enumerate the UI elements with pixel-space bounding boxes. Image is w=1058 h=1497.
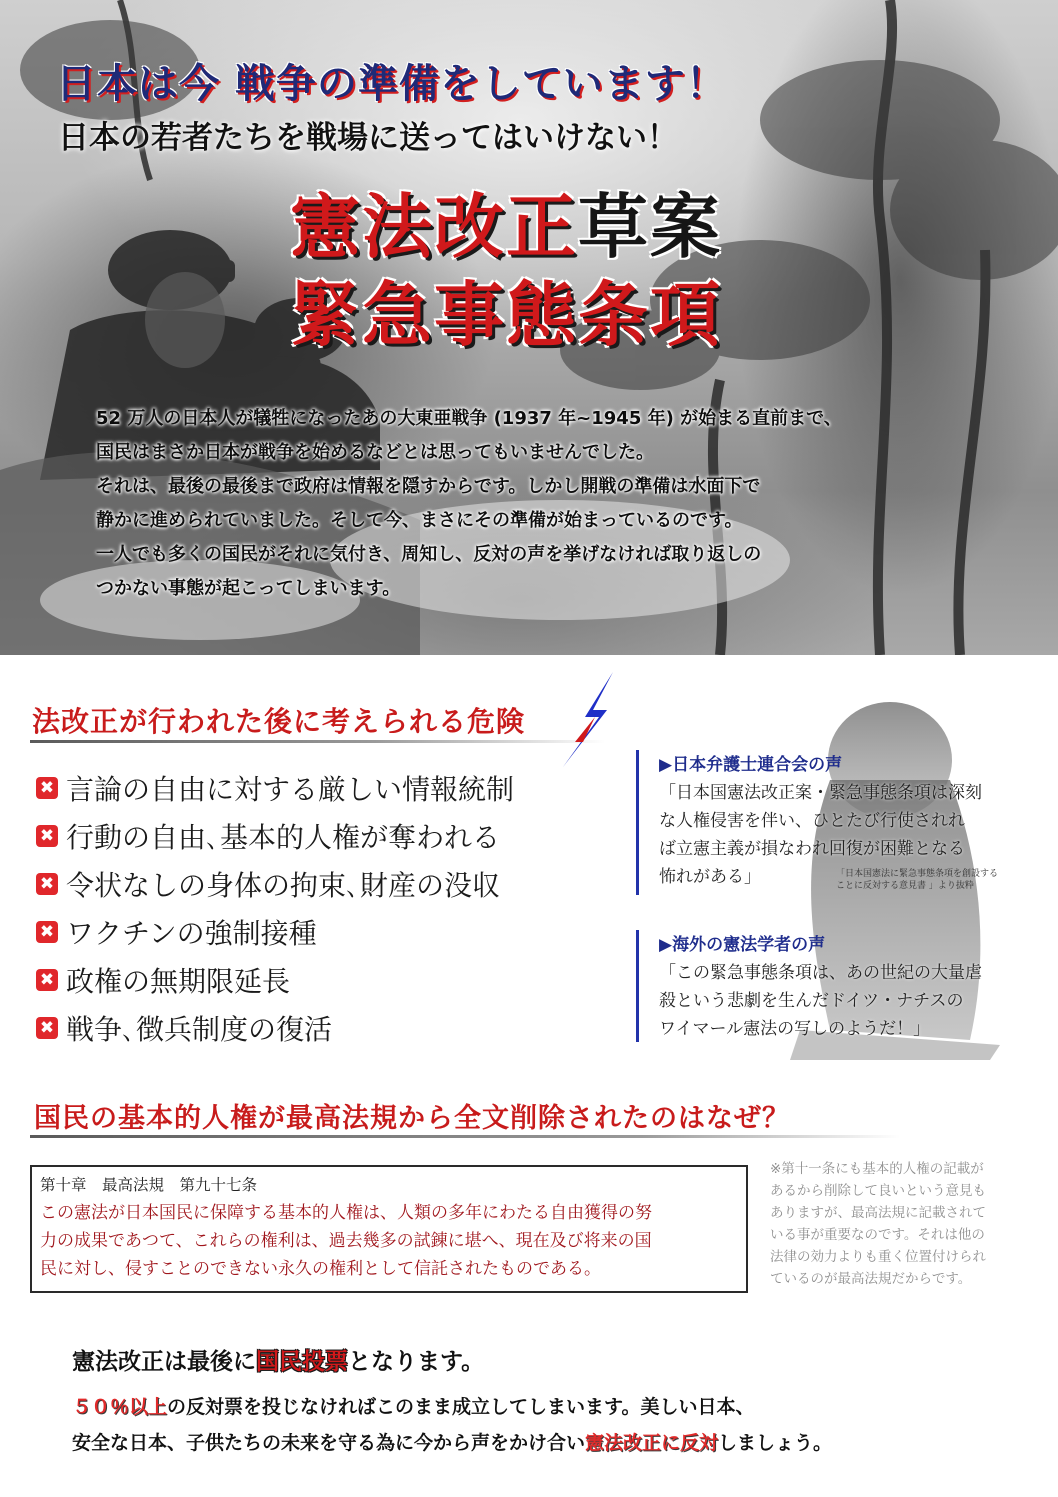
referendum-line xyxy=(72,1343,484,1376)
intro-line: 静かに進められていました。そして今、まさにその準備が始まっているのです。 xyxy=(96,510,743,531)
danger-item xyxy=(36,1004,514,1052)
article-97-text xyxy=(40,1199,738,1283)
intro-paragraph xyxy=(96,402,996,606)
bar-association-source xyxy=(836,868,1006,892)
danger-item-text: 政権の無期限延長 xyxy=(66,965,291,998)
intro-line: 国民はまさか日本が戦争を始めるなどとは思ってもいませんでした。 xyxy=(96,442,654,463)
quote-line: 「この緊急事態条項は、あの世紀の大量虐 xyxy=(659,963,982,983)
source-line: ことに反対する意見書 」より抜粋 xyxy=(836,881,974,891)
dangers-list xyxy=(36,764,514,1052)
quote-line: ワイマール憲法の写しのようだ！」 xyxy=(659,1019,931,1039)
x-mark-icon: ✖ xyxy=(36,921,58,943)
referendum-call-to-action xyxy=(72,1389,832,1461)
cta-highlight: ５０％以上 xyxy=(72,1396,168,1418)
x-mark-icon: ✖ xyxy=(36,825,58,847)
note-line: 法律の効力よりも重く位置付けられ xyxy=(770,1249,986,1265)
danger-item-text: ワクチンの強制接種 xyxy=(66,917,317,950)
danger-item xyxy=(36,956,514,1004)
scholars-quote xyxy=(659,959,1036,1043)
source-line: 「日本国憲法に緊急事態条項を創設する xyxy=(836,869,999,879)
x-mark-icon: ✖ xyxy=(36,873,58,895)
dangers-heading: 法改正が行われた後に考えられる危険 xyxy=(32,705,526,738)
intro-line: 52 万人の日本人が犠牲になったあの大東亜戦争 (1937 年~1945 年) が始まる直前まで、 xyxy=(96,408,842,429)
cta-line xyxy=(72,1389,832,1425)
cta-text: の反対票を投じなければこのまま成立してしまいます。美しい日本、 xyxy=(167,1396,755,1418)
x-mark-icon: ✖ xyxy=(36,1017,58,1039)
quote-line: な人権侵害を伴い、ひとたび行使されれ xyxy=(659,811,965,831)
cta-line xyxy=(72,1425,832,1461)
quote-line: ば立憲主義が損なわれ回復が困難となる xyxy=(659,839,965,859)
danger-item-text: 言論の自由に対する厳しい情報統制 xyxy=(66,773,515,806)
article-97-title: 第十章 最高法規 第九十七条 xyxy=(40,1176,258,1194)
danger-item xyxy=(36,908,514,956)
main-title-black-part: 草案 xyxy=(578,186,722,268)
intro-line: 一人でも多くの国民がそれに気付き、周知し、反対の声を挙げなければ取り返しの xyxy=(96,544,762,565)
referendum-text: 憲法改正は最後に xyxy=(72,1349,256,1375)
article-line: 民に対し、侵すことのできない永久の権利として信託されたものである。 xyxy=(40,1259,601,1279)
note-line: ありますが、最高法規に記載されて xyxy=(770,1205,986,1221)
scholars-voice xyxy=(636,930,1036,1042)
note-line: ※第十一条にも基本的人権の記載が xyxy=(770,1161,984,1177)
cta-highlight: 憲法改正に反対 xyxy=(585,1432,719,1454)
headline-youth: 日本の若者たちを戦場に送ってはいけない！ xyxy=(58,120,678,156)
referendum-highlight: 国民投票 xyxy=(256,1349,348,1375)
danger-item xyxy=(36,764,514,812)
main-title-line1 xyxy=(290,186,722,268)
main-title-line2: 緊急事態条項 xyxy=(290,274,722,356)
article-heading-rule xyxy=(30,1135,900,1138)
x-mark-icon: ✖ xyxy=(36,777,58,799)
note-line: いる事が重要なのです。それは他の xyxy=(770,1227,985,1243)
quote-line: 殺という悲劇を生んだドイツ・ナチスの xyxy=(659,991,964,1011)
article-side-note xyxy=(770,1158,1040,1290)
note-line: ているのが最高法規だからです。 xyxy=(770,1271,972,1287)
bar-association-title: ▶日本弁護士連合会の声 xyxy=(659,755,843,775)
danger-item xyxy=(36,860,514,908)
article-line: 力の成果であつて、これらの権利は、過去幾多の試錬に堪へ、現在及び将来の国 xyxy=(40,1231,652,1251)
article-97-box xyxy=(30,1165,748,1293)
intro-line: それは、最後の最後まで政府は情報を隠すからです。しかし開戦の準備は水面下で xyxy=(96,476,761,497)
cta-text: 安全な日本、子供たちの未来を守る為に今から声をかけ合い xyxy=(72,1432,586,1454)
headline-war-preparation: 日本は今 戦争の準備をしています！ xyxy=(56,61,727,107)
quote-line: 「日本国憲法改正案・緊急事態条項は深刻 xyxy=(659,783,982,803)
bar-association-voice xyxy=(636,750,1036,895)
article-line: この憲法が日本国民に保障する基本的人権は、人類の多年にわたる自由獲得の努 xyxy=(40,1203,652,1223)
x-mark-icon: ✖ xyxy=(36,969,58,991)
cta-text: しましょう。 xyxy=(718,1432,833,1454)
dangers-heading-rule xyxy=(30,740,605,743)
lightning-bolt-icon xyxy=(555,672,625,767)
article-heading: 国民の基本的人権が最高法規から全文削除されたのはなぜ？ xyxy=(34,1103,790,1134)
danger-item-text: 戦争､徴兵制度の復活 xyxy=(66,1013,333,1046)
hero-banner xyxy=(0,0,1058,655)
scholars-title: ▶海外の憲法学者の声 xyxy=(659,935,826,955)
danger-item-text: 令状なしの身体の拘束､財産の没収 xyxy=(66,869,501,902)
danger-item-text: 行動の自由､基本的人権が奪われる xyxy=(66,821,501,854)
intro-line: つかない事態が起こってしまいます。 xyxy=(96,578,401,599)
quote-line: 怖れがある」 xyxy=(659,867,761,887)
note-line: あるから削除して良いという意見も xyxy=(770,1183,986,1199)
referendum-text: となります。 xyxy=(348,1349,485,1375)
danger-item xyxy=(36,812,514,860)
main-title-red-part: 憲法改正 xyxy=(290,186,578,268)
